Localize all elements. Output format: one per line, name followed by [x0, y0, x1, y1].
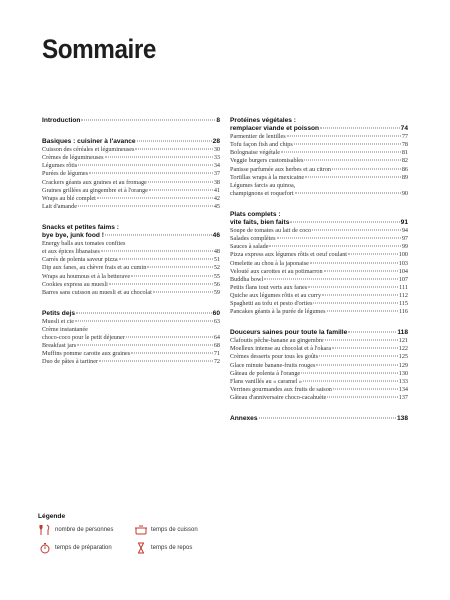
dot-leader [295, 192, 401, 193]
toc-entry-title: Crackers géants aux graines et au fromage [42, 178, 147, 186]
toc-entry-page: 122 [398, 345, 408, 353]
timer-icon [38, 542, 52, 554]
toc-column-right [230, 117, 408, 436]
toc-entry[interactable] [230, 166, 408, 174]
toc-entry-title: Pizza express aux légumes rôtis et oeuf coulant [230, 251, 348, 259]
toc-entry-page: 8 [216, 117, 220, 124]
toc-entry[interactable] [230, 133, 408, 141]
toc-entry-page: 56 [213, 280, 220, 288]
toc-entry-title: Snacks et petites faims : [42, 223, 119, 231]
dot-leader [269, 246, 400, 247]
toc-section [42, 224, 220, 297]
dot-leader [153, 291, 213, 292]
toc-entry[interactable] [230, 174, 408, 182]
toc-entry-title: Soupe de tomates au lait de coco [230, 227, 312, 235]
toc-entry[interactable] [230, 308, 408, 316]
dot-leader [97, 197, 213, 198]
toc-entry[interactable] [230, 386, 408, 394]
toc-entry-title: Tofu façon fish and chips [230, 141, 293, 149]
legend-item-cooking-time [134, 524, 230, 536]
toc-entry[interactable] [230, 235, 408, 243]
toc-entry[interactable] [230, 394, 408, 402]
dot-leader [324, 270, 398, 271]
toc-entry-title: Flans vanillés au « caramel » [230, 377, 302, 385]
dot-leader [149, 189, 213, 190]
toc-section [230, 211, 408, 316]
legend-label: temps de préparation [55, 545, 112, 551]
toc-entry[interactable] [42, 195, 220, 203]
dot-leader [322, 294, 398, 295]
toc-entry-title: Carrés de polenta saveur pizza [42, 256, 118, 264]
dot-leader [137, 141, 212, 142]
toc-entry[interactable] [230, 182, 408, 190]
dot-leader [131, 353, 213, 354]
toc-entry[interactable] [230, 345, 408, 353]
toc-entry-page: 111 [399, 283, 408, 291]
dot-leader [316, 364, 397, 365]
pot-icon [134, 524, 148, 536]
toc-entry-title: Crèmes desserts pour tous les goûts [230, 353, 319, 361]
toc-entry-title: Sauces à salade [230, 243, 269, 251]
toc-entry-page: 121 [398, 337, 408, 345]
legend-label: nombre de personnes [55, 527, 114, 533]
toc-entry-page: 134 [398, 385, 408, 393]
toc-entry[interactable] [230, 141, 408, 149]
toc-entry-title: Buddha bowl [230, 275, 264, 283]
toc-entry-page: 125 [398, 353, 408, 361]
toc-section-heading[interactable] [42, 232, 220, 240]
dot-leader [290, 222, 399, 223]
toc-entry-page: 129 [398, 361, 408, 369]
toc-entry-title: Breakfast jars [42, 342, 77, 350]
toc-entry[interactable] [42, 256, 220, 264]
toc-entry-page: 112 [398, 291, 408, 299]
toc-entry-title: Verrines gourmandes aux fruits de saison [230, 385, 332, 393]
toc-entry-page: 130 [398, 369, 408, 377]
toc-entry[interactable] [42, 289, 220, 297]
toc-entry-page: 100 [398, 251, 408, 259]
toc-entry-page: 42 [213, 194, 220, 202]
toc-entry-page: 133 [398, 377, 408, 385]
toc-section [230, 117, 408, 198]
toc-entry-title: Parmentier de lentilles [230, 133, 286, 141]
dot-leader [77, 345, 213, 346]
toc-section-heading[interactable] [230, 329, 408, 337]
toc-entry-title: Gâteau d'anniversaire choco-cacahuète [230, 393, 327, 401]
toc-entry-title: Muffins pomme carotte aux graines [42, 350, 131, 358]
legend-item-servings [38, 524, 134, 536]
toc-entry-page: 60 [212, 309, 220, 317]
legend-label: temps de repos [151, 545, 193, 551]
toc-entry-title: Pancakes géants à la purée de légumes [230, 308, 326, 316]
toc-entry-page: 71 [213, 350, 220, 358]
dot-leader [310, 262, 398, 263]
dot-leader [81, 120, 215, 121]
dot-leader [89, 173, 213, 174]
dot-leader [99, 361, 213, 362]
dot-leader [78, 205, 213, 206]
toc-entry-page: 90 [401, 189, 408, 197]
dot-leader [287, 136, 401, 137]
dot-leader [348, 254, 398, 255]
toc-entry-title: Cookies express au muesli [42, 280, 108, 288]
dot-leader [327, 311, 398, 312]
toc-entry-page: 72 [213, 358, 220, 366]
toc-section-heading[interactable] [230, 219, 408, 227]
toc-entry-title: Lait d'amande [42, 202, 77, 210]
toc-entry[interactable] [230, 276, 408, 284]
toc-entry[interactable] [42, 248, 220, 256]
toc-entry-page: 99 [401, 243, 408, 251]
toc-entry-title: Purées de légumes [42, 170, 89, 178]
dot-leader [305, 176, 401, 177]
dot-leader [348, 332, 396, 333]
toc-entry-title: Gâteau de polenta à l'orange [230, 369, 301, 377]
toc-entry-title: Petits flans tout verts aux fanes [230, 283, 308, 291]
toc-entry[interactable] [230, 243, 408, 251]
toc-entry-page: 68 [213, 342, 220, 350]
dot-leader [277, 238, 401, 239]
toc-section [230, 329, 408, 402]
toc-entry-title: Graines grillées au gingembre et à l'orange [42, 186, 148, 194]
dot-leader [264, 278, 398, 279]
toc-entry-page: 78 [401, 141, 408, 149]
toc-entry-title: Basiques : cuisiner à l'avance [42, 138, 136, 146]
toc-entry-page: 30 [213, 146, 220, 154]
toc-entry[interactable] [230, 190, 408, 198]
toc-entry[interactable] [230, 292, 408, 300]
toc-entry-page: 115 [398, 299, 408, 307]
toc-entry-page: 104 [398, 267, 408, 275]
toc-entry-title: champignons et roquefort [230, 189, 294, 197]
fork-knife-icon [38, 524, 52, 536]
toc-entry-title: Plats complets : [230, 210, 281, 218]
toc-entry[interactable] [230, 284, 408, 292]
toc-section-heading[interactable] [42, 138, 220, 146]
toc-entry-title: Dip aux fanes, au chèvre frais et au cumin [42, 264, 147, 272]
dot-leader [76, 312, 212, 313]
toc-entry-title: Glace minute banane-fruits rouges [230, 361, 316, 369]
toc-entry-page: 45 [213, 202, 220, 210]
toc-entry-title: Clafoutis pêche-banane au gingembre [230, 337, 324, 345]
legend-item-rest-time [134, 542, 230, 554]
toc-entry-page: 34 [213, 162, 220, 170]
toc-entry[interactable] [230, 337, 408, 345]
toc-entry-title: Moelleux intense au chocolat et à l'okara [230, 345, 332, 353]
toc-entry-title: et aux épices libanaises [42, 248, 100, 256]
toc-entry-title: Protéines végétales : [230, 117, 296, 124]
dot-leader [327, 396, 397, 397]
toc-entry-page: 59 [213, 288, 220, 296]
legend-label: temps de cuisson [151, 527, 198, 533]
toc-entry-page: 103 [398, 259, 408, 267]
dot-leader [101, 251, 213, 252]
toc-entry[interactable] [230, 353, 408, 361]
toc-entry-page: 55 [213, 272, 220, 280]
toc-entry-title: vite faits, bien faits [230, 219, 290, 227]
toc-section-heading[interactable] [230, 415, 408, 423]
toc-entry[interactable] [230, 268, 408, 276]
toc-entry-title: choco-coco pour le petit déjeuner [42, 334, 125, 342]
toc-entry[interactable] [42, 326, 220, 334]
toc-entry-page: 82 [401, 157, 408, 165]
toc-entry[interactable] [230, 378, 408, 386]
dot-leader [301, 372, 398, 373]
dot-leader [126, 337, 213, 338]
toc-entry-page: 74 [400, 125, 408, 133]
toc-entry-page: 107 [398, 275, 408, 283]
toc-entry-title: Duo de pâtes à tartiner [42, 358, 99, 366]
toc-entry[interactable] [42, 170, 220, 178]
toc-entry-page: 89 [401, 173, 408, 181]
toc-entry-title: Légumes farcis au quinoa, [230, 181, 296, 189]
toc-entry[interactable] [230, 362, 408, 370]
toc-entry-page: 116 [398, 308, 408, 316]
dot-leader [313, 302, 398, 303]
dot-leader [281, 152, 401, 153]
dot-leader [319, 356, 398, 357]
toc-entry-title: Barres sans cuisson au muesli et au chocolat [42, 288, 152, 296]
toc-section [42, 117, 220, 125]
toc-entry[interactable] [42, 187, 220, 195]
toc-entry[interactable] [42, 342, 220, 350]
toc-entry-title: Petits dejs [42, 309, 75, 317]
hourglass-icon [134, 542, 148, 554]
toc-entry[interactable] [230, 260, 408, 268]
toc-entry-title: Crèmes de légumineuses [42, 154, 104, 162]
legend-grid [38, 524, 238, 554]
dot-leader [320, 128, 400, 129]
toc-entry-page: 33 [213, 154, 220, 162]
toc-entry[interactable] [42, 281, 220, 289]
toc-entry-page: 77 [401, 133, 408, 141]
toc-section-heading[interactable] [230, 125, 408, 133]
toc-entry[interactable] [230, 370, 408, 378]
toc-entry-page: 52 [213, 264, 220, 272]
toc-entry-page: 28 [212, 138, 220, 146]
dot-leader [109, 283, 213, 284]
toc-entry[interactable] [42, 318, 220, 326]
toc-entry-page: 81 [401, 149, 408, 157]
toc-entry-title: Energy balls aux tomates confites [42, 240, 126, 248]
dot-leader [332, 168, 401, 169]
toc-entry[interactable] [42, 179, 220, 187]
toc-entry[interactable] [42, 240, 220, 248]
dot-leader [135, 149, 212, 150]
toc-entry[interactable] [42, 358, 220, 366]
toc-entry-page: 64 [213, 334, 220, 342]
toc-entry-title: Annexes [230, 415, 258, 422]
toc-entry-title: Légumes rôtis [42, 162, 78, 170]
toc-entry-title: Veggie burgers customisables [230, 157, 304, 165]
toc-section-heading[interactable] [42, 224, 220, 232]
dot-leader [78, 165, 213, 166]
toc-entry-title: Panisse parfumée aux herbes et au citron [230, 165, 332, 173]
dot-leader [294, 144, 401, 145]
toc-entry-title: Velouté aux carottes et au potimarron [230, 267, 323, 275]
dot-leader [308, 286, 398, 287]
toc-entry-title: Tortillas wraps à la mexicaine [230, 173, 305, 181]
toc-entry-page: 137 [398, 393, 408, 401]
toc-section-heading[interactable] [230, 211, 408, 219]
toc-entry-title: Spaghetti au tofu et pesto d'orties [230, 299, 313, 307]
toc-entry[interactable] [230, 227, 408, 235]
toc-entry-title: Douceurs saines pour toute la famille [230, 329, 348, 337]
toc-entry-title: bye bye, junk food ! [42, 232, 104, 240]
dot-leader [147, 267, 213, 268]
toc-entry-title: Salades complètes [230, 235, 276, 243]
toc-entry[interactable] [42, 273, 220, 281]
dot-leader [259, 418, 396, 419]
toc-entry-title: Bolognaise végétale [230, 149, 280, 157]
toc-entry[interactable] [230, 157, 408, 165]
toc-entry[interactable] [230, 300, 408, 308]
toc-entry-page: 51 [213, 256, 220, 264]
toc-entry[interactable] [42, 162, 220, 170]
toc-entry-page: 38 [213, 178, 220, 186]
toc-entry-page: 94 [401, 227, 408, 235]
toc-entry-title: Introduction [42, 117, 81, 124]
toc-column-left [42, 117, 220, 379]
dot-leader [105, 235, 212, 236]
toc-section-heading[interactable] [42, 310, 220, 318]
toc-section [42, 138, 220, 211]
toc-entry[interactable] [42, 154, 220, 162]
legend-item-prep-time [38, 542, 134, 554]
toc-entry[interactable] [42, 334, 220, 342]
toc-entry-title: Crème instantanée [42, 325, 88, 333]
toc-section-heading[interactable] [230, 117, 408, 125]
toc-entry-title: Quiche aux légumes rôtis et au curry [230, 291, 322, 299]
toc-entry-title: Wraps au houmous et à la betterave [42, 272, 131, 280]
toc-entry-page: 48 [213, 248, 220, 256]
legend [38, 513, 238, 554]
toc-entry-page: 37 [213, 170, 220, 178]
toc-entry[interactable] [42, 350, 220, 358]
toc-entry-title: remplacer viande et poisson [230, 125, 320, 133]
dot-leader [119, 259, 213, 260]
page-title: Sommaire [42, 34, 156, 64]
dot-leader [332, 348, 398, 349]
toc-section-heading[interactable] [42, 117, 220, 125]
toc-entry-title: Wraps au blé complet [42, 194, 96, 202]
toc-section [230, 415, 408, 423]
toc-entry-title: Cuisson des céréales et légumineuses [42, 146, 135, 154]
toc-entry[interactable] [42, 203, 220, 211]
toc-entry-page: 41 [213, 186, 220, 194]
dot-leader [148, 181, 213, 182]
dot-leader [304, 160, 400, 161]
dot-leader [75, 320, 213, 321]
dot-leader [131, 275, 213, 276]
legend-title: Légende [38, 513, 66, 520]
toc-entry[interactable] [42, 146, 220, 154]
dot-leader [325, 340, 398, 341]
toc-entry-page: 46 [212, 232, 220, 240]
toc-entry-page: 86 [401, 165, 408, 173]
toc-section [42, 310, 220, 367]
toc-entry-page: 91 [400, 219, 408, 227]
dot-leader [105, 157, 213, 158]
toc-entry-title: Muesli et cie [42, 317, 74, 325]
dot-leader [312, 230, 401, 231]
toc-entry-page: 138 [396, 415, 408, 422]
toc-entry[interactable] [230, 251, 408, 259]
toc-entry-title: Omelette au chou à la japonaise [230, 259, 309, 267]
toc-entry[interactable] [42, 264, 220, 272]
dot-leader [303, 380, 398, 381]
dot-leader [333, 388, 398, 389]
toc-entry-page: 63 [213, 317, 220, 325]
toc-entry[interactable] [230, 149, 408, 157]
toc-entry-page: 97 [401, 235, 408, 243]
toc-entry-page: 118 [397, 329, 408, 337]
